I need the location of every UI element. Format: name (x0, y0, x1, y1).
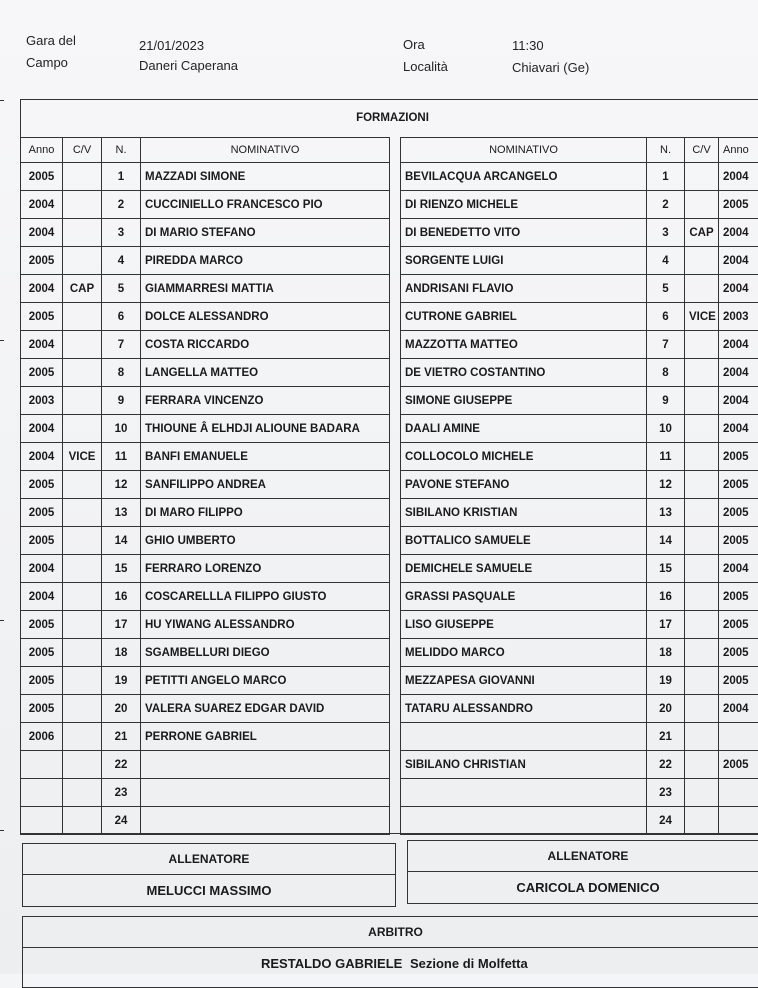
player-number: 13 (102, 499, 141, 527)
left-player-row (21, 191, 390, 219)
left-player-row (21, 247, 390, 275)
player-name: ANDRISANI FLAVIO (401, 275, 647, 303)
arbitro-name: RESTALDO GABRIELE (261, 956, 402, 971)
player-number: 11 (102, 443, 141, 471)
player-number: 6 (102, 303, 141, 331)
player-anno: 2004 (21, 219, 63, 247)
campo-value: Daneri Caperana (139, 58, 238, 73)
player-cv (685, 471, 719, 499)
player-cv: VICE (63, 443, 102, 471)
player-number: 1 (102, 163, 141, 191)
player-anno: 2005 (21, 303, 63, 331)
player-anno (21, 779, 63, 807)
player-number: 17 (102, 611, 141, 639)
right-player-row (401, 499, 758, 527)
player-number: 14 (647, 527, 685, 555)
player-name: LANGELLA MATTEO (141, 359, 390, 387)
player-number: 19 (647, 667, 685, 695)
player-anno: 2005 (21, 527, 63, 555)
player-number: 13 (647, 499, 685, 527)
player-name: DEMICHELE SAMUELE (401, 555, 647, 583)
player-anno: 2004 (21, 191, 63, 219)
player-number: 24 (102, 807, 141, 835)
player-name: SGAMBELLURI DIEGO (141, 639, 390, 667)
player-name: DI MARIO STEFANO (141, 219, 390, 247)
player-cv (63, 667, 102, 695)
player-number: 4 (102, 247, 141, 275)
player-cv (685, 191, 719, 219)
right-player-row (401, 303, 758, 331)
player-cv (685, 807, 719, 835)
col-n: N. (102, 138, 141, 163)
player-number: 7 (647, 331, 685, 359)
player-number: 17 (647, 611, 685, 639)
player-number: 10 (647, 415, 685, 443)
col-cv: C/V (685, 138, 719, 163)
player-number: 16 (102, 583, 141, 611)
player-anno: 2004 (719, 219, 758, 247)
player-name: PETITTI ANGELO MARCO (141, 667, 390, 695)
player-cv (685, 611, 719, 639)
player-cv (685, 667, 719, 695)
right-player-row (401, 751, 758, 779)
player-number: 11 (647, 443, 685, 471)
allenatore-right-name: CARICOLA DOMENICO (408, 872, 758, 904)
player-anno: 2004 (21, 583, 63, 611)
player-number: 20 (102, 695, 141, 723)
right-player-row (401, 275, 758, 303)
left-player-row (21, 723, 390, 751)
left-player-row (21, 611, 390, 639)
player-cv (685, 555, 719, 583)
player-name: MELIDDO MARCO (401, 639, 647, 667)
left-player-row (21, 415, 390, 443)
right-player-row (401, 247, 758, 275)
left-player-row (21, 499, 390, 527)
arbitro-box (22, 916, 758, 988)
col-anno: Anno (21, 138, 63, 163)
player-cv (63, 331, 102, 359)
left-player-row (21, 387, 390, 415)
player-cv (63, 583, 102, 611)
right-player-row (401, 695, 758, 723)
formazioni-title: FORMAZIONI (20, 112, 758, 124)
player-name: DI MARO FILIPPO (141, 499, 390, 527)
player-anno: 2005 (719, 751, 758, 779)
left-player-row (21, 359, 390, 387)
player-name: BEVILACQUA ARCANGELO (401, 163, 647, 191)
left-player-row (21, 639, 390, 667)
player-name: SANFILIPPO ANDREA (141, 471, 390, 499)
left-player-row (21, 583, 390, 611)
player-name: SIBILANO KRISTIAN (401, 499, 647, 527)
player-anno: 2004 (719, 415, 758, 443)
player-cv (63, 499, 102, 527)
player-anno (21, 751, 63, 779)
player-cv: VICE (685, 303, 719, 331)
player-cv (63, 695, 102, 723)
player-name: COSTA RICCARDO (141, 331, 390, 359)
player-name: GIAMMARRESI MATTIA (141, 275, 390, 303)
allenatore-left-box (22, 843, 396, 907)
player-cv (63, 527, 102, 555)
player-cv (63, 555, 102, 583)
player-cv (685, 331, 719, 359)
player-cv (685, 275, 719, 303)
player-cv (63, 723, 102, 751)
player-anno: 2004 (719, 163, 758, 191)
right-player-row (401, 779, 758, 807)
player-name: SIMONE GIUSEPPE (401, 387, 647, 415)
player-anno: 2003 (21, 387, 63, 415)
player-anno: 2005 (719, 583, 758, 611)
player-anno: 2005 (21, 471, 63, 499)
player-anno: 2004 (21, 331, 63, 359)
player-name: BANFI EMANUELE (141, 443, 390, 471)
player-cv (685, 779, 719, 807)
player-anno (719, 779, 758, 807)
campo-label: Campo (26, 55, 68, 70)
right-player-row (401, 191, 758, 219)
player-name (141, 807, 390, 835)
player-number: 15 (102, 555, 141, 583)
player-anno: 2005 (21, 163, 63, 191)
player-anno: 2005 (719, 499, 758, 527)
player-name: MEZZAPESA GIOVANNI (401, 667, 647, 695)
player-name (401, 807, 647, 835)
player-name: COLLOCOLO MICHELE (401, 443, 647, 471)
player-name (141, 779, 390, 807)
arbitro-sezione: Sezione di Molfetta (410, 956, 528, 971)
player-cv (685, 415, 719, 443)
player-number: 9 (102, 387, 141, 415)
right-player-row (401, 359, 758, 387)
player-name: PERRONE GABRIEL (141, 723, 390, 751)
player-number: 18 (102, 639, 141, 667)
player-anno: 2005 (719, 667, 758, 695)
player-number: 22 (102, 751, 141, 779)
player-number: 5 (647, 275, 685, 303)
player-cv (685, 163, 719, 191)
player-number: 21 (102, 723, 141, 751)
player-number: 8 (102, 359, 141, 387)
player-cv (63, 219, 102, 247)
player-anno: 2004 (719, 331, 758, 359)
player-name: DI RIENZO MICHELE (401, 191, 647, 219)
player-name: FERRARO LORENZO (141, 555, 390, 583)
player-name (401, 723, 647, 751)
player-anno: 2004 (719, 275, 758, 303)
player-number: 12 (647, 471, 685, 499)
allenatore-left-name: MELUCCI MASSIMO (23, 875, 395, 907)
player-name: GRASSI PASQUALE (401, 583, 647, 611)
player-name (401, 779, 647, 807)
right-player-row (401, 527, 758, 555)
left-player-row (21, 219, 390, 247)
player-cv (685, 527, 719, 555)
player-cv (685, 359, 719, 387)
col-nominativo: NOMINATIVO (141, 138, 390, 163)
player-cv: CAP (685, 219, 719, 247)
player-number: 16 (647, 583, 685, 611)
player-name: THIOUNE Â ELHDJI ALIOUNE BADARA (141, 415, 390, 443)
player-number: 14 (102, 527, 141, 555)
player-name: CUTRONE GABRIEL (401, 303, 647, 331)
player-number: 15 (647, 555, 685, 583)
player-cv (685, 443, 719, 471)
right-player-row (401, 443, 758, 471)
right-player-row (401, 639, 758, 667)
right-player-row (401, 723, 758, 751)
localita-value: Chiavari (Ge) (512, 60, 589, 75)
player-anno: 2005 (21, 499, 63, 527)
localita-label: Località (403, 59, 448, 74)
left-player-row (21, 807, 390, 835)
player-anno: 2006 (21, 723, 63, 751)
ora-value: 11:30 (512, 38, 544, 53)
player-name: PIREDDA MARCO (141, 247, 390, 275)
player-number: 9 (647, 387, 685, 415)
player-cv (685, 639, 719, 667)
player-anno: 2004 (21, 443, 63, 471)
player-cv (685, 247, 719, 275)
player-number: 23 (647, 779, 685, 807)
left-player-row (21, 527, 390, 555)
player-anno: 2005 (21, 247, 63, 275)
player-number: 6 (647, 303, 685, 331)
player-number: 24 (647, 807, 685, 835)
player-name: TATARU ALESSANDRO (401, 695, 647, 723)
player-anno (21, 807, 63, 835)
player-anno: 2005 (719, 471, 758, 499)
player-anno: 2004 (719, 359, 758, 387)
edge-mark (0, 830, 4, 831)
player-number: 2 (102, 191, 141, 219)
player-cv (63, 471, 102, 499)
player-anno: 2005 (21, 667, 63, 695)
player-name: LISO GIUSEPPE (401, 611, 647, 639)
player-anno: 2005 (21, 359, 63, 387)
left-player-row (21, 275, 390, 303)
player-name: HU YIWANG ALESSANDRO (141, 611, 390, 639)
player-number: 8 (647, 359, 685, 387)
player-cv (63, 807, 102, 835)
player-anno: 2005 (719, 191, 758, 219)
right-player-row (401, 331, 758, 359)
player-name: DE VIETRO COSTANTINO (401, 359, 647, 387)
right-team-header-row (401, 138, 758, 163)
player-number: 5 (102, 275, 141, 303)
right-player-row (401, 583, 758, 611)
player-number: 4 (647, 247, 685, 275)
right-player-row (401, 807, 758, 835)
player-name: SORGENTE LUIGI (401, 247, 647, 275)
player-anno: 2004 (21, 415, 63, 443)
col-n: N. (647, 138, 685, 163)
player-anno: 2005 (719, 443, 758, 471)
arbitro-label: ARBITRO (23, 917, 758, 948)
player-cv (685, 695, 719, 723)
left-player-row (21, 555, 390, 583)
player-cv (685, 583, 719, 611)
player-number: 19 (102, 667, 141, 695)
player-number: 3 (647, 219, 685, 247)
player-name: MAZZADI SIMONE (141, 163, 390, 191)
player-name: COSCARELLLA FILIPPO GIUSTO (141, 583, 390, 611)
right-player-row (401, 219, 758, 247)
player-cv (63, 247, 102, 275)
left-player-row (21, 471, 390, 499)
player-cv (63, 751, 102, 779)
player-name: BOTTALICO SAMUELE (401, 527, 647, 555)
player-cv (63, 163, 102, 191)
player-name: CUCCINIELLO FRANCESCO PIO (141, 191, 390, 219)
player-name: DI BENEDETTO VITO (401, 219, 647, 247)
player-anno (719, 723, 758, 751)
player-cv (685, 723, 719, 751)
ora-label: Ora (403, 37, 425, 52)
player-anno: 2005 (719, 611, 758, 639)
player-cv (63, 359, 102, 387)
right-player-row (401, 415, 758, 443)
arbitro-value (23, 948, 758, 980)
gara-label: Gara del (26, 33, 76, 48)
col-nominativo: NOMINATIVO (401, 138, 647, 163)
player-name (141, 751, 390, 779)
player-number: 21 (647, 723, 685, 751)
right-player-row (401, 667, 758, 695)
player-number: 10 (102, 415, 141, 443)
player-cv (63, 415, 102, 443)
player-anno: 2004 (719, 387, 758, 415)
edge-mark (0, 620, 4, 621)
player-cv (63, 387, 102, 415)
player-cv (63, 303, 102, 331)
player-cv (685, 499, 719, 527)
player-cv (685, 751, 719, 779)
right-player-row (401, 611, 758, 639)
player-anno: 2004 (21, 555, 63, 583)
player-cv: CAP (63, 275, 102, 303)
player-name: DAALI AMINE (401, 415, 647, 443)
player-number: 2 (647, 191, 685, 219)
player-anno: 2004 (719, 555, 758, 583)
player-number: 22 (647, 751, 685, 779)
right-player-row (401, 387, 758, 415)
player-anno: 2005 (719, 639, 758, 667)
right-player-row (401, 163, 758, 191)
player-cv (685, 387, 719, 415)
left-player-row (21, 163, 390, 191)
player-anno (719, 807, 758, 835)
right-player-row (401, 471, 758, 499)
allenatore-left-label: ALLENATORE (23, 844, 395, 875)
edge-mark (0, 100, 4, 101)
left-player-row (21, 303, 390, 331)
player-number: 12 (102, 471, 141, 499)
left-player-row (21, 443, 390, 471)
player-name: FERRARA VINCENZO (141, 387, 390, 415)
allenatore-right-box (407, 840, 758, 904)
player-anno: 2005 (21, 695, 63, 723)
player-number: 1 (647, 163, 685, 191)
player-name: MAZZOTTA MATTEO (401, 331, 647, 359)
left-team-header-row (21, 138, 390, 163)
left-player-row (21, 331, 390, 359)
player-cv (63, 779, 102, 807)
player-name: VALERA SUAREZ EDGAR DAVID (141, 695, 390, 723)
player-cv (63, 191, 102, 219)
player-number: 18 (647, 639, 685, 667)
edge-mark (0, 340, 4, 341)
col-anno: Anno (719, 138, 758, 163)
player-number: 7 (102, 331, 141, 359)
right-team-table (400, 137, 758, 835)
player-name: GHIO UMBERTO (141, 527, 390, 555)
player-anno: 2005 (719, 527, 758, 555)
right-player-row (401, 555, 758, 583)
player-name: PAVONE STEFANO (401, 471, 647, 499)
player-name: SIBILANO CHRISTIAN (401, 751, 647, 779)
left-player-row (21, 695, 390, 723)
player-cv (63, 611, 102, 639)
left-player-row (21, 751, 390, 779)
player-name: DOLCE ALESSANDRO (141, 303, 390, 331)
player-number: 23 (102, 779, 141, 807)
player-anno: 2005 (21, 639, 63, 667)
player-anno: 2005 (21, 611, 63, 639)
player-number: 20 (647, 695, 685, 723)
player-number: 3 (102, 219, 141, 247)
gara-date: 21/01/2023 (139, 38, 204, 53)
col-cv: C/V (63, 138, 102, 163)
player-anno: 2004 (21, 275, 63, 303)
player-anno: 2004 (719, 247, 758, 275)
left-player-row (21, 667, 390, 695)
player-cv (63, 639, 102, 667)
left-team-table (20, 137, 390, 835)
player-anno: 2004 (719, 695, 758, 723)
player-anno: 2003 (719, 303, 758, 331)
allenatore-right-label: ALLENATORE (408, 841, 758, 872)
left-player-row (21, 779, 390, 807)
